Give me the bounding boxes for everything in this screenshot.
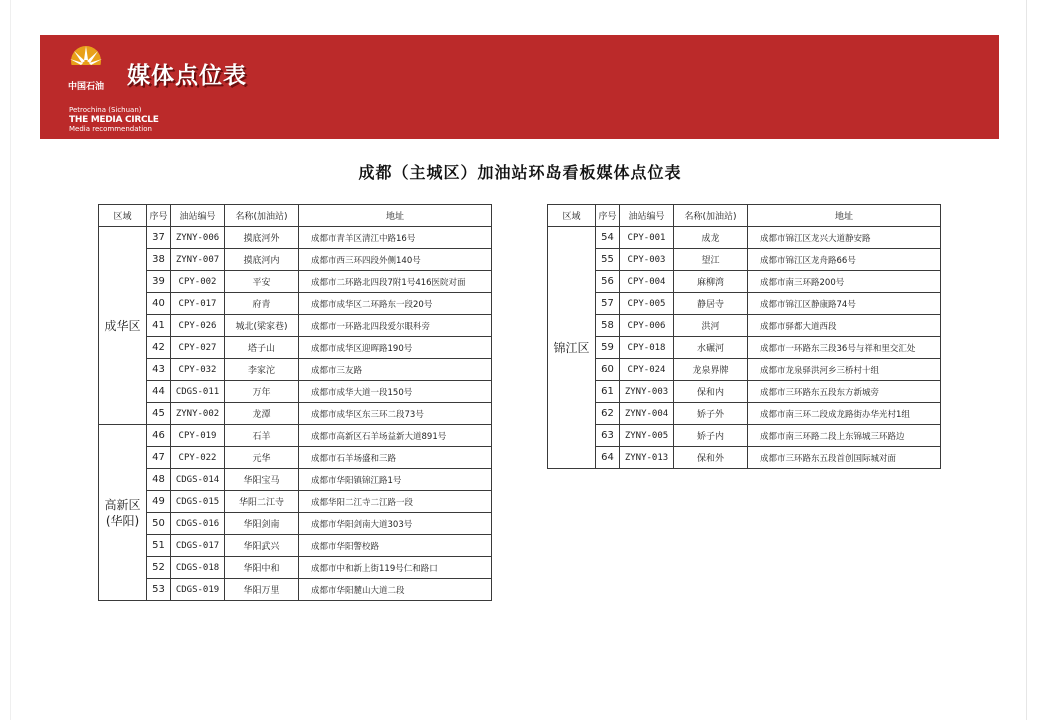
station-code: ZYNY-013 <box>620 447 674 469</box>
station-code: ZYNY-003 <box>620 381 674 403</box>
station-name: 麻柳湾 <box>674 271 748 293</box>
row-number: 57 <box>596 293 620 315</box>
row-number: 50 <box>147 513 171 535</box>
table-row <box>99 227 492 249</box>
column-header-address: 地址 <box>748 205 941 227</box>
logo-text: 中国石油 <box>68 82 105 92</box>
station-address: 成都市成华区二环路东一段20号 <box>299 293 492 315</box>
column-header-station-code: 油站编号 <box>171 205 225 227</box>
station-name: 摸底河内 <box>225 249 299 271</box>
company-name: Petrochina (Sichuan) <box>69 106 142 114</box>
station-name: 华阳万里 <box>225 579 299 601</box>
table-header-row <box>548 205 941 227</box>
table-row <box>548 271 941 293</box>
region-cell: 高新区 (华阳) <box>99 425 147 601</box>
row-number: 63 <box>596 425 620 447</box>
station-address: 成都市成华区东三环二段73号 <box>299 403 492 425</box>
row-number: 62 <box>596 403 620 425</box>
station-name: 塔子山 <box>225 337 299 359</box>
column-header-station-code: 油站编号 <box>620 205 674 227</box>
table-row <box>548 403 941 425</box>
station-name: 娇子内 <box>674 425 748 447</box>
station-address: 成都市中和新上街119号仁和路口 <box>299 557 492 579</box>
table-row <box>548 359 941 381</box>
table-row <box>548 293 941 315</box>
media-table-left <box>98 204 492 601</box>
table-row <box>99 557 492 579</box>
column-header-number: 序号 <box>147 205 171 227</box>
station-code: CDGS-014 <box>171 469 225 491</box>
station-address: 成都市驿都大道西段 <box>748 315 941 337</box>
row-number: 37 <box>147 227 171 249</box>
table-row <box>99 359 492 381</box>
table-row <box>99 271 492 293</box>
station-code: CDGS-016 <box>171 513 225 535</box>
station-name: 华阳剑南 <box>225 513 299 535</box>
station-name: 华阳武兴 <box>225 535 299 557</box>
row-number: 54 <box>596 227 620 249</box>
station-code: CPY-027 <box>171 337 225 359</box>
station-name: 保和内 <box>674 381 748 403</box>
station-address: 成都市成华区迎晖路190号 <box>299 337 492 359</box>
row-number: 43 <box>147 359 171 381</box>
station-address: 成都市成华大道一段150号 <box>299 381 492 403</box>
table-row <box>99 447 492 469</box>
table-row <box>548 227 941 249</box>
table-row <box>99 469 492 491</box>
station-name: 李家沱 <box>225 359 299 381</box>
station-code: CPY-006 <box>620 315 674 337</box>
station-code: ZYNY-006 <box>171 227 225 249</box>
station-name: 龙泉界牌 <box>674 359 748 381</box>
station-code: CPY-018 <box>620 337 674 359</box>
column-header-station-name: 名称(加油站) <box>674 205 748 227</box>
row-number: 53 <box>147 579 171 601</box>
station-code: ZYNY-002 <box>171 403 225 425</box>
table-row <box>99 315 492 337</box>
station-name: 万年 <box>225 381 299 403</box>
station-address: 成都市锦江区龙舟路66号 <box>748 249 941 271</box>
station-code: CPY-022 <box>171 447 225 469</box>
document-title: 成都（主城区）加油站环岛看板媒体点位表 <box>358 163 682 182</box>
station-code: CPY-032 <box>171 359 225 381</box>
column-header-address: 地址 <box>299 205 492 227</box>
station-code: ZYNY-004 <box>620 403 674 425</box>
station-code: CPY-026 <box>171 315 225 337</box>
station-address: 成都市石羊场盛和三路 <box>299 447 492 469</box>
station-address: 成都市华阳镇锦江路1号 <box>299 469 492 491</box>
station-name: 摸底河外 <box>225 227 299 249</box>
station-name: 府青 <box>225 293 299 315</box>
row-number: 64 <box>596 447 620 469</box>
station-address: 成都市三环路东五段首创国际城对面 <box>748 447 941 469</box>
table-row <box>548 249 941 271</box>
station-address: 成都市南三环路200号 <box>748 271 941 293</box>
station-code: CDGS-011 <box>171 381 225 403</box>
station-name: 水碾河 <box>674 337 748 359</box>
station-address: 成都华阳二江寺二江路一段 <box>299 491 492 513</box>
row-number: 41 <box>147 315 171 337</box>
row-number: 38 <box>147 249 171 271</box>
station-code: CPY-005 <box>620 293 674 315</box>
table-row <box>99 579 492 601</box>
table-row <box>99 293 492 315</box>
column-header-station-name: 名称(加油站) <box>225 205 299 227</box>
row-number: 52 <box>147 557 171 579</box>
table-row <box>99 535 492 557</box>
page-edge <box>1026 0 1027 720</box>
station-name: 石羊 <box>225 425 299 447</box>
station-code: CDGS-018 <box>171 557 225 579</box>
station-name: 保和外 <box>674 447 748 469</box>
station-code: ZYNY-005 <box>620 425 674 447</box>
station-name: 成龙 <box>674 227 748 249</box>
table-row <box>99 425 492 447</box>
station-address: 成都市华阳剑南大道303号 <box>299 513 492 535</box>
column-header-region: 区域 <box>99 205 147 227</box>
table-row <box>548 337 941 359</box>
row-number: 58 <box>596 315 620 337</box>
row-number: 49 <box>147 491 171 513</box>
station-name: 静居寺 <box>674 293 748 315</box>
station-name: 娇子外 <box>674 403 748 425</box>
table-row <box>99 491 492 513</box>
table-row <box>99 513 492 535</box>
table-row <box>548 315 941 337</box>
station-address: 成都市一环路东三段36号与祥和里交汇处 <box>748 337 941 359</box>
table-row <box>548 425 941 447</box>
row-number: 45 <box>147 403 171 425</box>
station-address: 成都市西三环四段外侧140号 <box>299 249 492 271</box>
row-number: 56 <box>596 271 620 293</box>
station-address: 成都市三友路 <box>299 359 492 381</box>
station-address: 成都市南三环二段成龙路街办华光村1组 <box>748 403 941 425</box>
station-name: 华阳二江寺 <box>225 491 299 513</box>
row-number: 59 <box>596 337 620 359</box>
station-code: CDGS-017 <box>171 535 225 557</box>
station-code: CPY-003 <box>620 249 674 271</box>
station-address: 成都市华阳麓山大道二段 <box>299 579 492 601</box>
station-code: CPY-017 <box>171 293 225 315</box>
station-address: 成都市华阳警校路 <box>299 535 492 557</box>
station-code: CPY-024 <box>620 359 674 381</box>
station-address: 成都市二环路北四段7附1号416医院对面 <box>299 271 492 293</box>
station-code: CDGS-015 <box>171 491 225 513</box>
table-row <box>99 403 492 425</box>
station-code: CDGS-019 <box>171 579 225 601</box>
station-address: 成都市锦江区龙兴大道静安路 <box>748 227 941 249</box>
station-name: 华阳宝马 <box>225 469 299 491</box>
row-number: 51 <box>147 535 171 557</box>
table-header-row <box>99 205 492 227</box>
row-number: 55 <box>596 249 620 271</box>
station-address: 成都市高新区石羊场益新大道891号 <box>299 425 492 447</box>
row-number: 40 <box>147 293 171 315</box>
station-address: 成都市一环路北四段爱尔眼科旁 <box>299 315 492 337</box>
table-row <box>99 381 492 403</box>
station-code: CPY-004 <box>620 271 674 293</box>
station-code: CPY-019 <box>171 425 225 447</box>
page-edge <box>10 0 11 720</box>
media-recommendation-label: Media recommendation <box>69 125 152 133</box>
station-name: 洪河 <box>674 315 748 337</box>
media-table-right <box>547 204 941 469</box>
row-number: 48 <box>147 469 171 491</box>
region-cell: 成华区 <box>99 227 147 425</box>
station-address: 成都市青羊区清江中路16号 <box>299 227 492 249</box>
row-number: 44 <box>147 381 171 403</box>
station-name: 龙潭 <box>225 403 299 425</box>
page-title: 媒体点位表 <box>127 63 247 89</box>
row-number: 42 <box>147 337 171 359</box>
station-address: 成都市南三环路二段上东锦城三环路边 <box>748 425 941 447</box>
row-number: 47 <box>147 447 171 469</box>
table-row <box>99 249 492 271</box>
region-cell: 锦江区 <box>548 227 596 469</box>
station-address: 成都市锦江区静康路74号 <box>748 293 941 315</box>
row-number: 46 <box>147 425 171 447</box>
column-header-number: 序号 <box>596 205 620 227</box>
station-code: ZYNY-007 <box>171 249 225 271</box>
station-name: 华阳中和 <box>225 557 299 579</box>
column-header-region: 区域 <box>548 205 596 227</box>
table-row <box>548 381 941 403</box>
petrochina-logo-icon <box>66 43 106 77</box>
station-address: 成都市龙泉驿洪河乡三桥村十组 <box>748 359 941 381</box>
station-code: CPY-002 <box>171 271 225 293</box>
row-number: 39 <box>147 271 171 293</box>
station-name: 元华 <box>225 447 299 469</box>
header-banner <box>40 35 999 139</box>
station-name: 平安 <box>225 271 299 293</box>
station-name: 望江 <box>674 249 748 271</box>
table-row <box>548 447 941 469</box>
row-number: 60 <box>596 359 620 381</box>
media-circle-label: THE MEDIA CIRCLE <box>69 115 159 125</box>
row-number: 61 <box>596 381 620 403</box>
station-name: 城北(梁家巷) <box>225 315 299 337</box>
station-address: 成都市三环路东五段东方新城旁 <box>748 381 941 403</box>
station-code: CPY-001 <box>620 227 674 249</box>
table-row <box>99 337 492 359</box>
